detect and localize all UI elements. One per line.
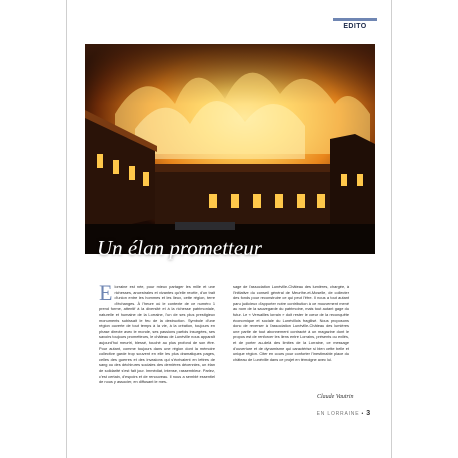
hero-photo-castle-fire (85, 44, 375, 254)
headline: Un élan prometteur (97, 236, 262, 260)
folio-magazine-name: EN LORRAINE (316, 411, 360, 417)
page-folio (317, 410, 371, 417)
article-column-2 (233, 284, 349, 362)
article-text-1: lorraine est née, pour mieux partager les mille et une richesses, ancestrales et vivantes qu'elle recèle, d'un trait d'union entre les hommes et les lieux, cette région, terre d'échanges. À l'heure où le contexte de ce numéro 1 prend forme, attentif à la diversité et à la richesse patrimoniale, naturelle et humaine de la Lorraine, l'un de ses plus prestigieux monuments subissait le feu de la destruction. Symbole d'une région ouverte de tout temps à la vie, à la création, toujours en phase directe avec le monde, ses passions parfois insurgées, ses savoirs toujours prometteurs, le château de Lunéville nous apparaît aujourd'hui meurtri, blessé, touché au plus profond de son être. Pour autant, comme toujours dans une région dont la mémoire collective garde trop souvent en elle les plus dramatiques pages, celles des guerres et des invasions qui s'écrivaient en lettres de sang ou des déchirures sociales des dernières décennies, un élan de solidarité s'est fait jour. Immédiat, intense, rassembleur. Parlez, c'est certain, d'espoirs et de renouveau. Il nous a semblé essentiel de nous y associer, en diffusant le mes- (99, 284, 215, 385)
section-tab (333, 18, 377, 30)
author-signature: Claude Vautrin (317, 394, 354, 400)
magazine-page (66, 0, 392, 458)
section-tab-bar (333, 18, 377, 21)
drop-cap: E (99, 280, 113, 305)
section-label: EDITO (343, 23, 367, 30)
castle-fire-illustration (85, 44, 375, 254)
folio-bullet-icon: • (361, 411, 367, 417)
article-column-1 (99, 280, 215, 385)
page-number: 3 (366, 410, 371, 417)
article-text-2: sage de l'association Lunéville-Château des lumières, chargée, à l'initiative du conseil général de Meurthe-et-Moselle, de collecter des fonds pour reconstruire ce qui peut l'être. Il nous a tout autant paru judicieux d'apporter notre contribution à ce mouvement mené au nom de la sauvegarde du patrimoine, mais tout autant gage du futur. Le « Versailles lorrain » doit rester le cœur de la reconquête économique et sociale du Lunévillois fragilisé. Nous proposons donc de reverser à l'association Lunéville-Château des lumières une partie de tout abonnement contracté à un magazine dont le propos est de renforcer les liens entre Lorrains, présents ou exilés, et de porter au-delà des limites de la Lorraine, ce message d'ouverture et de dynamisme qui caractérise si bien cette belle et unique région. Citer en cours pour conforter l'inestimable place du château de Lunéville dans ce projet en témoigne avec lui. (233, 284, 349, 362)
